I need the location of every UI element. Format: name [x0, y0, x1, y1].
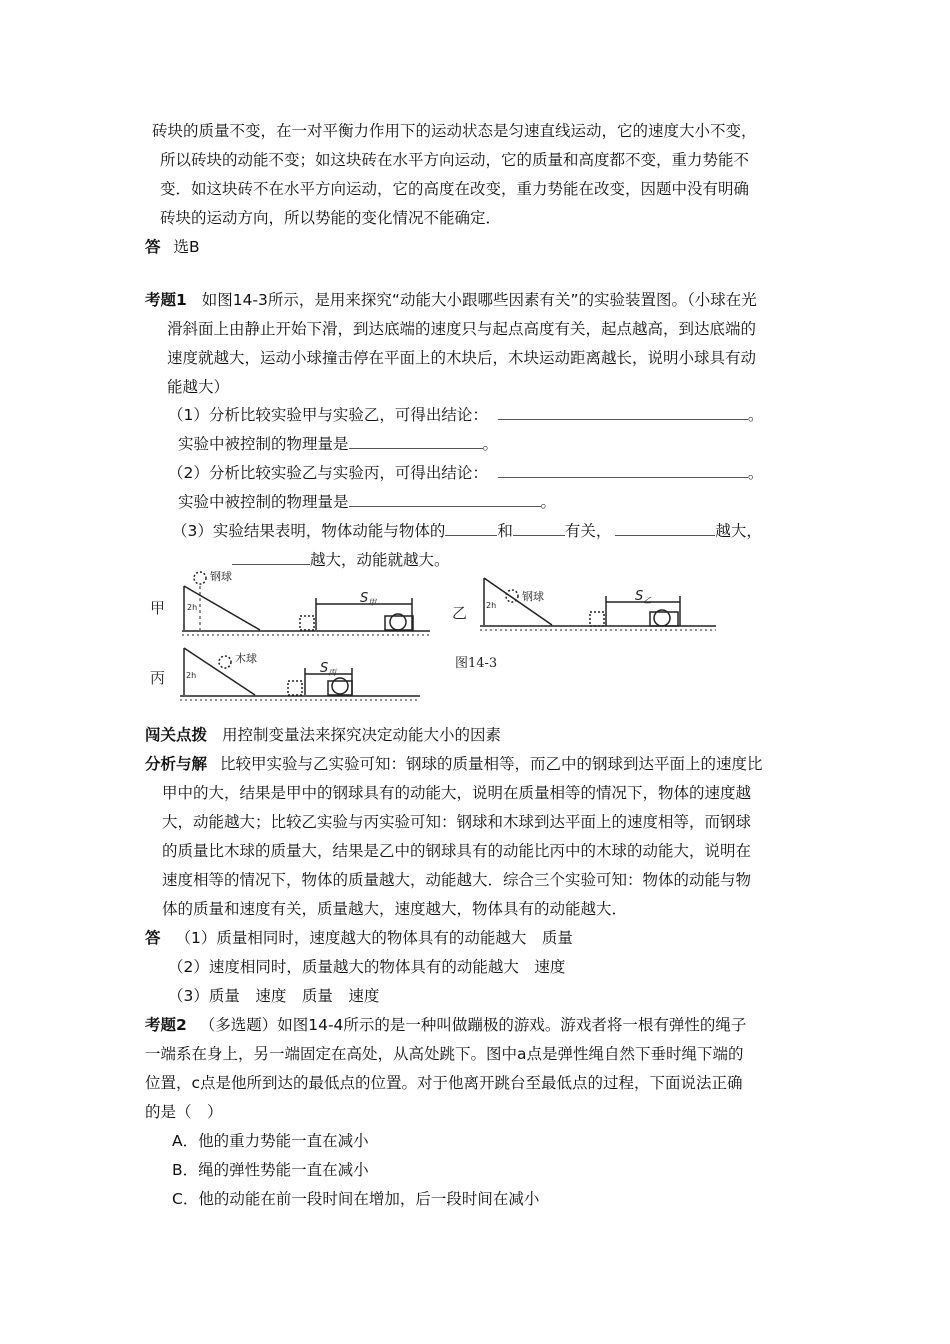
q1-sub3-and: 和	[497, 522, 513, 540]
analysis-line-5: 速度相等的情况下，物体的质量越大，动能越大．综合三个实验可知：物体的动能与物	[162, 871, 752, 889]
q1-sub3-line-1	[172, 521, 762, 541]
label-bing: 丙	[150, 669, 166, 687]
intro-line-3: 变．如这块砖不在水平方向运动，它的高度在改变，重力势能在改变，因题中没有明确	[160, 180, 750, 198]
tips-label: 闯关点拨	[145, 726, 208, 744]
q1-sub1-period: 。	[747, 406, 764, 424]
q1-sub2-control-period: 。	[540, 493, 557, 511]
q1-sub1-control	[178, 434, 498, 454]
q1-sub3-line-2	[232, 550, 450, 570]
answer-1-line-2: （2）速度相同时，质量越大的物体具有的动能越大 速度	[168, 958, 566, 976]
answer-0	[145, 237, 200, 257]
q1-sub2-control-blank[interactable]	[349, 492, 541, 507]
q1-sub2-control	[178, 492, 556, 512]
q1-sub2-control-text: 实验中被控制的物理量是	[178, 493, 349, 511]
analysis-line-2: 甲中的大，结果是甲中的钢球具有的动能大，说明在质量相等的情况下，物体的速度越	[162, 784, 752, 802]
q1-line-3: 速度就越大，运动小球撞击停在平面上的木块后，木块运动距离越长，说明小球具有动	[167, 349, 757, 367]
steel-ball-jia	[194, 572, 206, 584]
q1-sub1-control-period: 。	[482, 435, 499, 453]
height-yi: 2h	[486, 601, 497, 610]
distance-jia: $S_甲$	[360, 591, 377, 607]
q2-option-c[interactable]: C．他的动能在前一段时间在增加，后一段时间在减小	[172, 1190, 540, 1208]
analysis-line-6: 体的质量和速度有关，质量越大，速度越大，物体具有的动能越大．	[162, 900, 628, 918]
distance-bing: $S_丙$	[320, 661, 337, 677]
diagram-yi	[452, 578, 716, 630]
q1-sub1-control-text: 实验中被控制的物理量是	[178, 435, 349, 453]
analysis-line-1	[145, 754, 762, 774]
q2-line-3: 位置，c点是他所到达的最低点的位置。对于他离开跳台至最低点的过程，下面说法正确	[145, 1074, 743, 1092]
figure-14-3	[140, 568, 740, 708]
q1-line-2: 滑斜面上由静止开始下滑，到达底端的速度只与起点高度有关，起点越高，到达底端的	[167, 320, 757, 338]
distance-yi: $S_乙$	[635, 589, 652, 605]
q1-sub1-conclusion	[168, 405, 763, 425]
tips	[145, 725, 501, 745]
steel-ball-label-yi: 钢球	[522, 590, 544, 603]
q1-sub3-blank-1[interactable]	[445, 521, 497, 536]
answer-1-line-1	[145, 928, 573, 948]
label-yi: 乙	[452, 604, 468, 622]
analysis-line-3: 大，动能越大；比较乙实验与丙实验可知：钢球和木球到达平面上的速度相等，而钢球	[162, 813, 752, 831]
q1-line-4: 能越大）	[167, 378, 230, 396]
height-bing: 2h	[186, 671, 197, 680]
wood-ball-bing	[219, 656, 231, 668]
q1-label: 考题1	[145, 291, 187, 309]
answer-1-label: 答	[145, 929, 161, 947]
label-jia: 甲	[150, 599, 166, 617]
q1-sub2-conclusion	[168, 463, 763, 483]
steel-ball-label-jia: 钢球	[210, 570, 232, 583]
wood-ball-label: 木球	[235, 652, 257, 665]
q2-line-1	[145, 1015, 746, 1035]
q2-option-b[interactable]: B．绳的弹性势能一直在减小	[172, 1161, 369, 1179]
diagram-bing	[150, 648, 420, 700]
q1-sub3-text: （3）实验结果表明，物体动能与物体的	[172, 522, 446, 540]
q1-sub2-period: 。	[747, 464, 764, 482]
figure-caption: 图14-3	[455, 656, 498, 671]
intro-line-4: 砖块的运动方向，所以势能的变化情况不能确定．	[160, 209, 502, 227]
q1-sub3-blank-2[interactable]	[513, 521, 565, 536]
q1-sub2-blank[interactable]	[498, 463, 748, 478]
analysis-text-1: 比较甲实验与乙实验可知：钢球的质量相等，而乙中的钢球到达平面上的速度比	[219, 755, 763, 773]
q1-sub3-bigger: 越大，	[715, 522, 762, 540]
q1-sub3-blank-4[interactable]	[232, 550, 310, 565]
diagram-jia	[150, 569, 430, 635]
intro-line-1: 砖块的质量不变，在一对平衡力作用下的运动状态是匀速直线运动，它的速度大小不变，	[152, 122, 757, 140]
q2-option-a[interactable]: A．他的重力势能一直在减小	[172, 1132, 369, 1150]
q1-sub3-end: 越大，动能就越大。	[310, 551, 450, 569]
tips-text: 用控制变量法来探究决定动能大小的因素	[221, 726, 501, 744]
q2-line-2: 一端系在身上，另一端固定在高处，从高处跳下。图中a点是弹性绳自然下垂时绳下端的	[145, 1045, 744, 1063]
intro-line-2: 所以砖块的动能不变；如这块砖在水平方向运动，它的质量和高度都不变，重力势能不	[160, 151, 750, 169]
q1-line-1	[145, 290, 757, 310]
q1-sub1-blank[interactable]	[498, 405, 748, 420]
answer-1-text-1: （1）质量相同时，速度越大的物体具有的动能越大 质量	[175, 929, 573, 947]
analysis-line-4: 的质量比木球的质量大，结果是乙中的钢球具有的动能比丙中的木球的动能大，说明在	[162, 842, 752, 860]
q1-sub1-text: （1）分析比较实验甲与实验乙，可得出结论：	[168, 406, 488, 424]
q2-text-1: （多选题）如图14-4所示的是一种叫做蹦极的游戏。游戏者将一根有弹性的绳子	[199, 1016, 747, 1034]
answer-label: 答	[145, 238, 161, 256]
q1-sub1-control-blank[interactable]	[349, 434, 483, 449]
height-jia: 2h	[187, 603, 198, 612]
q2-label: 考题2	[145, 1016, 187, 1034]
steel-ball-yi	[506, 590, 518, 602]
answer-text: 选B	[173, 238, 200, 256]
wood-block-jia	[385, 616, 413, 630]
q2-line-4: 的是（ ）	[145, 1103, 223, 1121]
q1-sub3-related: 有关，	[564, 522, 612, 540]
q1-sub2-text: （2）分析比较实验乙与实验丙，可得出结论：	[168, 464, 488, 482]
q1-text-1: 如图14-3所示，是用来探究“动能大小跟哪些因素有关”的实验装置图。（小球在光	[201, 291, 757, 309]
answer-1-line-3: （3）质量 速度 质量 速度	[168, 987, 380, 1005]
analysis-label: 分析与解	[145, 755, 208, 773]
q1-sub3-blank-3[interactable]	[615, 521, 715, 536]
